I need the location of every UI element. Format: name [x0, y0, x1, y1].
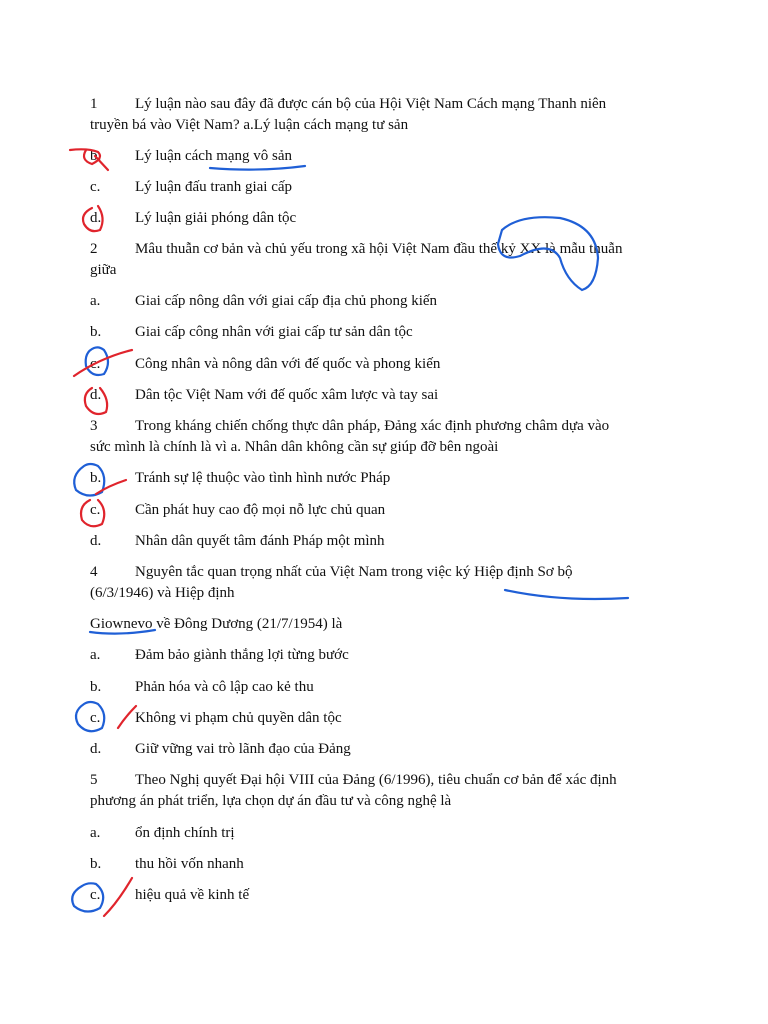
- option-letter: d.: [90, 210, 102, 226]
- option-letter: b.: [90, 679, 102, 695]
- blue-underline: [210, 166, 305, 170]
- option-text: Phản hóa và cô lập cao kẻ thu: [135, 679, 314, 695]
- option-text: Cần phát huy cao độ mọi nỗ lực chủ quan: [135, 502, 386, 518]
- option-letter: c.: [90, 356, 101, 372]
- question-text-continued: Giownevo về Đông Dương (21/7/1954) là: [90, 616, 343, 632]
- option-letter: c.: [90, 502, 101, 518]
- option-text: Không vi phạm chủ quyền dân tộc: [135, 710, 342, 726]
- option-text: Dân tộc Việt Nam với đế quốc xâm lược và tay sai: [135, 387, 439, 403]
- option-text: Giai cấp công nhân với giai cấp tư sản dân tộc: [135, 324, 413, 340]
- red-answer-mark: [118, 706, 136, 728]
- option-letter: a.: [90, 825, 101, 841]
- red-answer-mark: [104, 878, 132, 916]
- option-text: Lý luận cách mạng vô sản: [135, 148, 293, 164]
- option-letter: b.: [90, 856, 102, 872]
- option-letter: a.: [90, 293, 101, 309]
- option-text: Lý luận giải phóng dân tộc: [135, 210, 297, 226]
- question-number: 5: [90, 772, 98, 788]
- option-text: Giữ vững vai trò lãnh đạo của Đảng: [135, 741, 351, 757]
- red-answer-mark: [74, 350, 132, 376]
- option-text: ổn định chính trị: [135, 825, 235, 841]
- question-text-continued: (6/3/1946) và Hiệp định: [90, 585, 235, 601]
- option-text: Giai cấp nông dân với giai cấp địa chủ phong kiến: [135, 293, 438, 309]
- option-text: Tránh sự lệ thuộc vào tình hình nước Pháp: [135, 470, 391, 486]
- question-number: 4: [90, 564, 98, 580]
- question-number: 2: [90, 241, 98, 257]
- option-letter: d.: [90, 741, 102, 757]
- option-letter: d.: [90, 533, 102, 549]
- option-text: thu hồi vốn nhanh: [135, 856, 244, 872]
- option-letter: d.: [90, 387, 102, 403]
- question-text-continued: giữa: [90, 262, 117, 278]
- question-number: 3: [90, 418, 98, 434]
- question-text: Theo Nghị quyết Đại hội VIII của Đảng (6/1996), tiêu chuẩn cơ bản để xác định: [135, 772, 617, 788]
- option-letter: c.: [90, 887, 101, 903]
- option-letter: b.: [90, 470, 102, 486]
- question-text: Lý luận nào sau đây đã được cán bộ của Hội Việt Nam Cách mạng Thanh niên: [135, 96, 607, 112]
- question-text: Nguyên tắc quan trọng nhất của Việt Nam trong việc ký Hiệp định Sơ bộ: [135, 564, 573, 580]
- question-number: 1: [90, 96, 98, 112]
- option-text: Nhân dân quyết tâm đánh Pháp một mình: [135, 533, 385, 549]
- option-letter: c.: [90, 710, 101, 726]
- option-text: Lý luận đấu tranh giai cấp: [135, 179, 293, 195]
- question-text: Mâu thuẫn cơ bản và chủ yếu trong xã hội Việt Nam đầu thế kỷ XX là mẫu thuẫn: [135, 241, 623, 257]
- question-text-continued: truyền bá vào Việt Nam? a.Lý luận cách mạng tư sản: [90, 117, 409, 133]
- option-letter: c.: [90, 179, 101, 195]
- option-letter: a.: [90, 647, 101, 663]
- red-answer-mark: [70, 149, 108, 170]
- blue-underline: [505, 590, 628, 599]
- question-text: Trong kháng chiến chống thực dân pháp, Đảng xác định phương châm dựa vào: [135, 418, 610, 434]
- question-text-continued: phương án phát triển, lựa chọn dự án đầu tư và công nghệ là: [90, 793, 452, 809]
- option-text: Công nhân và nông dân với đế quốc và phong kiến: [135, 356, 441, 372]
- option-text: hiệu quả về kinh tế: [135, 887, 250, 903]
- question-text-continued: sức mình là chính là vì a. Nhân dân không cần sự giúp đỡ bên ngoài: [90, 439, 499, 455]
- option-letter: b.: [90, 324, 102, 340]
- option-letter: b.: [90, 148, 102, 164]
- option-text: Đảm bảo giành thắng lợi từng bước: [135, 647, 349, 663]
